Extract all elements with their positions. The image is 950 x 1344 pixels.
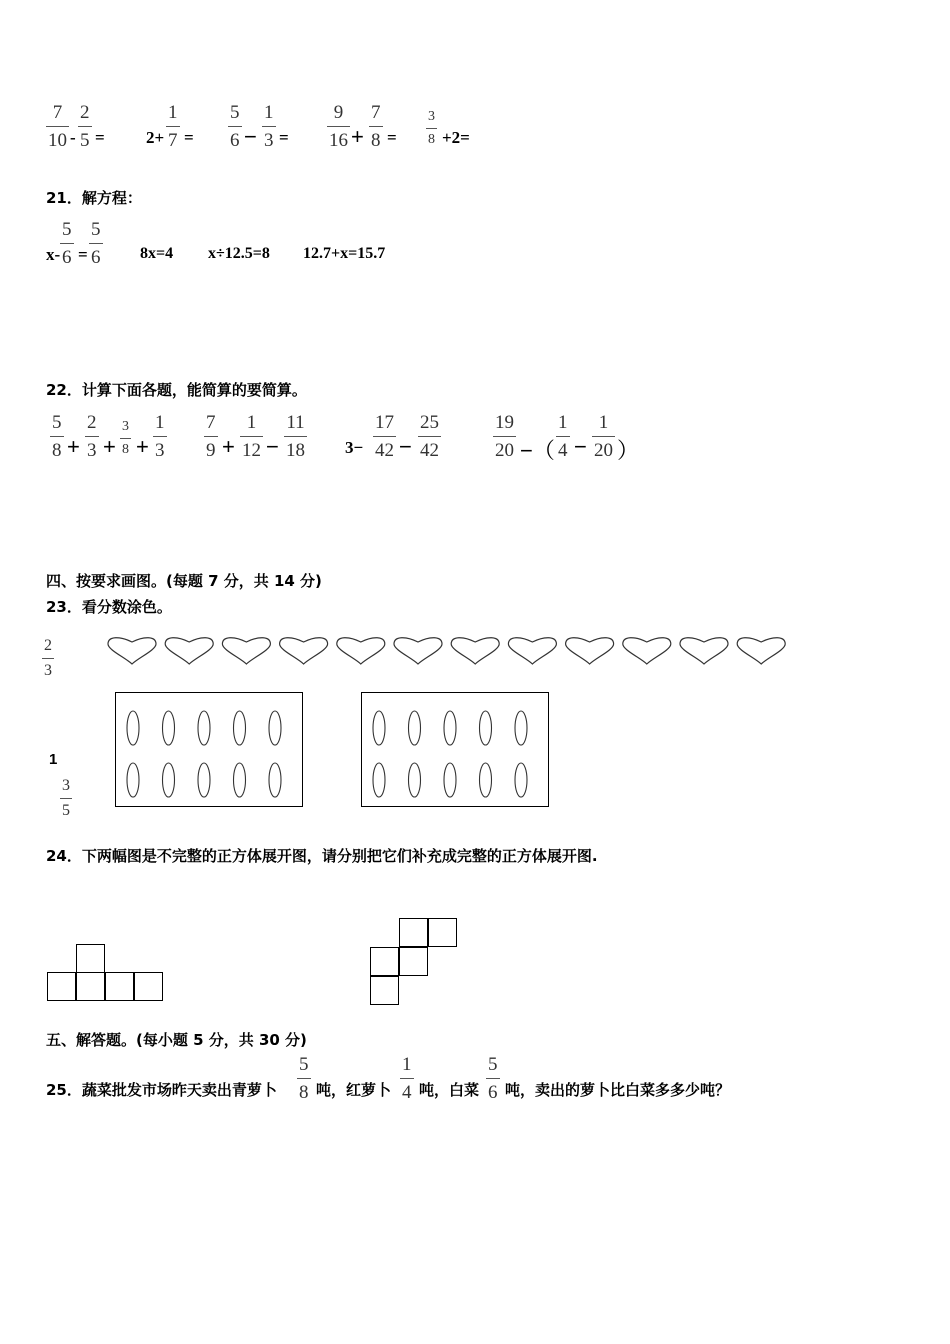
denominator: 6 <box>62 247 72 268</box>
numerator: 5 <box>52 412 62 433</box>
net-square <box>399 918 428 947</box>
oval-shape[interactable] <box>444 763 456 797</box>
fraction <box>400 1055 414 1102</box>
oval-shape[interactable] <box>515 711 527 745</box>
heart-shape[interactable] <box>508 638 556 664</box>
denominator: 42 <box>420 440 439 461</box>
numerator: 2 <box>80 102 90 123</box>
operand: +2= <box>442 128 470 147</box>
numerator: 1 <box>558 412 568 433</box>
denominator: 3 <box>87 440 97 461</box>
operator: −（ <box>520 438 555 463</box>
section-5-title: 五、解答题。(每小题 5 分，共 30 分) <box>46 1031 307 1049</box>
numerator: 19 <box>495 412 514 433</box>
heart-shape[interactable] <box>108 638 156 664</box>
net-square <box>76 944 105 973</box>
denominator: 20 <box>594 440 613 461</box>
denominator: 6 <box>488 1082 498 1103</box>
operator: − <box>266 434 279 459</box>
numerator: 3 <box>122 419 129 434</box>
fraction <box>486 1055 500 1102</box>
oval-shape[interactable] <box>163 711 175 745</box>
denominator: 8 <box>428 132 435 147</box>
fraction <box>85 413 99 460</box>
denominator: 8 <box>371 130 381 151</box>
numerator: 7 <box>206 412 216 433</box>
denominator: 9 <box>206 440 216 461</box>
oval-shape[interactable] <box>515 763 527 797</box>
denominator: 4 <box>558 440 568 461</box>
operator: + <box>136 434 149 459</box>
fraction <box>556 413 570 460</box>
numerator: 3 <box>428 109 435 124</box>
oval-shape[interactable] <box>127 763 139 797</box>
fraction <box>284 413 307 460</box>
oval-shape[interactable] <box>409 763 421 797</box>
numerator: 25 <box>420 412 439 433</box>
operator: - <box>70 128 76 147</box>
numerator: 1 <box>264 102 274 123</box>
heart-shape[interactable] <box>280 638 328 664</box>
q25-text-1: 25．蔬菜批发市场昨天卖出青萝卜 <box>46 1081 277 1099</box>
q21-label: 21．解方程： <box>46 189 142 207</box>
denominator: 3 <box>44 662 52 679</box>
net-square <box>105 972 134 1001</box>
denominator: 3 <box>155 440 165 461</box>
numerator: 1 <box>402 1054 412 1075</box>
q21-eq1-lhs: x- <box>46 245 61 264</box>
oval-shape[interactable] <box>234 763 246 797</box>
numerator: 2 <box>44 637 52 654</box>
equals-sign: = <box>78 245 88 264</box>
heart-shape[interactable] <box>623 638 671 664</box>
fraction <box>89 220 103 267</box>
denominator: 8 <box>122 442 129 457</box>
q25-text-2: 吨，红萝卜 <box>316 1081 392 1099</box>
numerator: 11 <box>286 412 305 433</box>
fraction <box>327 103 350 150</box>
oval-shape[interactable] <box>163 763 175 797</box>
fraction <box>228 103 242 150</box>
numerator: 17 <box>375 412 394 433</box>
net-square <box>134 972 163 1001</box>
heart-shape[interactable] <box>165 638 213 664</box>
fraction <box>297 1055 311 1102</box>
numerator: 3 <box>62 777 70 794</box>
numerator: 5 <box>488 1054 498 1075</box>
denominator: 5 <box>80 130 90 151</box>
operator: + <box>222 434 235 459</box>
operand: 2+ <box>146 128 165 147</box>
section-4-title: 四、按要求画图。(每题 7 分，共 14 分) <box>46 572 322 590</box>
fraction <box>78 103 92 150</box>
denominator: 8 <box>52 440 62 461</box>
fraction <box>426 110 437 147</box>
oval-box-1 <box>115 692 303 807</box>
q25-text-3: 吨，白菜 <box>419 1081 480 1099</box>
oval-shape[interactable] <box>480 711 492 745</box>
denominator: 3 <box>264 130 274 151</box>
fraction <box>42 638 54 679</box>
numerator: 9 <box>333 102 344 123</box>
fraction <box>50 413 64 460</box>
numerator: 1 <box>598 412 609 433</box>
denominator: 4 <box>402 1082 412 1103</box>
denominator: 16 <box>329 130 348 151</box>
fraction <box>369 103 383 150</box>
hearts-row <box>100 632 800 672</box>
operator: − <box>399 434 412 459</box>
denominator: 20 <box>495 440 514 461</box>
fraction <box>120 420 131 457</box>
oval-grid-1 <box>116 693 304 808</box>
oval-shape[interactable] <box>127 711 139 745</box>
heart-shape[interactable] <box>566 638 614 664</box>
numerator: 5 <box>91 219 101 240</box>
oval-shape[interactable] <box>409 711 421 745</box>
operator: + <box>103 434 116 459</box>
oval-shape[interactable] <box>373 763 385 797</box>
oval-box-2 <box>361 692 549 807</box>
operand: 3− <box>345 438 364 457</box>
fraction <box>153 413 167 460</box>
denominator: 5 <box>62 802 70 819</box>
heart-shape[interactable] <box>680 638 728 664</box>
net-square <box>47 972 76 1001</box>
heart-shape[interactable] <box>222 638 270 664</box>
fraction <box>493 413 516 460</box>
q21-eq2: 8x=4 <box>140 245 174 262</box>
fraction <box>418 413 441 460</box>
net-square <box>370 976 399 1005</box>
numerator: 5 <box>62 219 72 240</box>
operator: + <box>67 434 80 459</box>
fraction <box>373 413 396 460</box>
fraction <box>60 220 74 267</box>
net-square <box>399 947 428 976</box>
q25-text-4: 吨，卖出的萝卜比白菜多多少吨？ <box>505 1081 731 1099</box>
net-square <box>428 918 457 947</box>
net-square <box>76 972 105 1001</box>
oval-shape[interactable] <box>269 711 281 745</box>
oval-shape[interactable] <box>444 711 456 745</box>
q21-eq4: 12.7+x=15.7 <box>303 245 386 262</box>
oval-shape[interactable] <box>269 763 281 797</box>
denominator: 6 <box>91 247 101 268</box>
numerator: 7 <box>52 102 63 123</box>
heart-shape[interactable] <box>394 638 442 664</box>
oval-shape[interactable] <box>373 711 385 745</box>
numerator: 5 <box>230 102 240 123</box>
q23-label: 23．看分数涂色。 <box>46 598 172 616</box>
denominator: 6 <box>230 130 240 151</box>
numerator: 1 <box>168 102 178 123</box>
q22-label: 22．计算下面各题，能简算的要简算。 <box>46 381 307 399</box>
heart-shape[interactable] <box>737 638 785 664</box>
fraction <box>262 103 276 150</box>
heart-shape[interactable] <box>451 638 499 664</box>
operator: − <box>244 124 257 149</box>
denominator: 42 <box>375 440 394 461</box>
oval-shape[interactable] <box>234 711 246 745</box>
fraction <box>166 103 180 150</box>
denominator: 8 <box>299 1082 309 1103</box>
equals-sign: = <box>95 128 105 147</box>
fraction <box>60 778 72 819</box>
denominator: 7 <box>168 130 178 151</box>
numerator: 1 <box>155 412 165 433</box>
fraction <box>204 413 218 460</box>
fraction <box>240 413 263 460</box>
oval-shape[interactable] <box>198 763 210 797</box>
numerator: 5 <box>299 1054 309 1075</box>
denominator: 18 <box>286 440 305 461</box>
fraction <box>592 413 615 460</box>
paren-close: ） <box>617 438 640 463</box>
operator: − <box>574 434 587 459</box>
operator: + <box>351 124 364 149</box>
numerator: 1 <box>246 412 257 433</box>
numerator: 2 <box>87 412 97 433</box>
q21-eq3: x÷12.5=8 <box>208 245 270 262</box>
numerator: 7 <box>371 102 381 123</box>
oval-shape[interactable] <box>480 763 492 797</box>
q24-label: 24．下两幅图是不完整的正方体展开图，请分别把它们补充成完整的正方体展开图. <box>46 847 598 865</box>
net-square <box>370 947 399 976</box>
heart-shape[interactable] <box>337 638 385 664</box>
denominator: 10 <box>48 130 67 151</box>
equals-sign: = <box>279 128 289 147</box>
oval-grid-2 <box>362 693 550 808</box>
whole-one: 1 <box>49 751 58 768</box>
denominator: 12 <box>242 440 261 461</box>
equals-sign: = <box>387 128 397 147</box>
oval-shape[interactable] <box>198 711 210 745</box>
equals-sign: = <box>184 128 194 147</box>
fraction <box>46 103 69 150</box>
